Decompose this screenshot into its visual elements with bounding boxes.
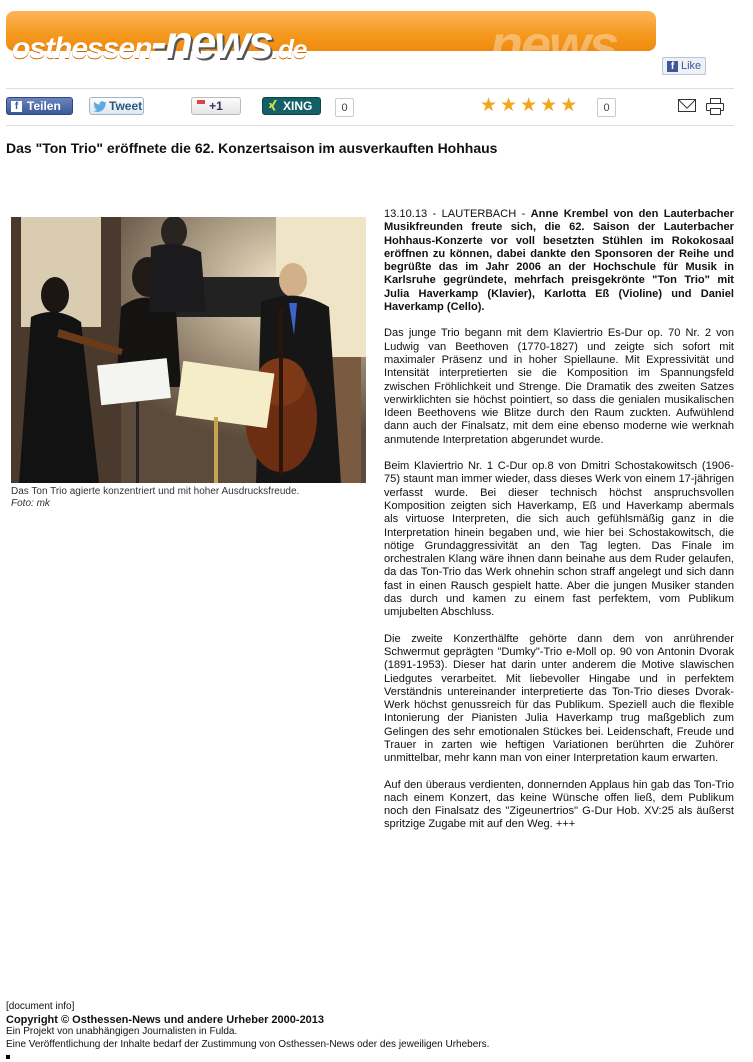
- star-icon[interactable]: ★: [480, 95, 498, 116]
- caption-text: Das Ton Trio agierte konzentriert und mit hoher Ausdrucksfreude.: [11, 486, 300, 497]
- facebook-icon: f: [11, 101, 22, 112]
- star-icon[interactable]: ★: [520, 95, 538, 116]
- logo-domain: .de: [271, 34, 307, 64]
- google-plus-button[interactable]: [191, 97, 241, 115]
- facebook-icon: f: [667, 61, 678, 72]
- print-icon[interactable]: [706, 98, 724, 114]
- article-title: Das "Ton Trio" eröffnete die 62. Konzertsaison im ausverkauften Hohhaus: [6, 140, 498, 156]
- star-icon[interactable]: ★: [540, 95, 558, 116]
- document-info-link[interactable]: [document info]: [6, 1001, 75, 1012]
- google-plus-label: +1: [209, 99, 223, 113]
- google-plus-icon: [197, 100, 205, 104]
- share-toolbar: [6, 88, 734, 126]
- xing-share-button[interactable]: [262, 97, 321, 115]
- photo-caption: [11, 486, 366, 510]
- xing-count: 0: [335, 98, 354, 117]
- tracking-pixel: [6, 1055, 10, 1059]
- tweet-label: Tweet: [109, 99, 143, 113]
- footer-line: Eine Veröffentlichung der Inhalte bedarf der Zustimmung von Osthessen-News oder des jeweiligen Urhebers.: [6, 1038, 490, 1050]
- article-body: [384, 208, 734, 845]
- logo-osthessen: osthessen: [12, 32, 152, 65]
- page-footer: [6, 1001, 489, 1051]
- facebook-like-button[interactable]: [662, 57, 706, 75]
- star-icon[interactable]: ★: [500, 95, 518, 116]
- article-paragraph: Die zweite Konzerthälfte gehörte dann dem von anrührender Schwermut geprägten "Dumky"-Trio e-Moll op. 90 von Antonin Dvorak (1891-1953). Dieser hat darin unter anderem die Motive slawischen Liedgutes verarbeitet. Mit liebevoller Hingabe und in perfektem Verständnis untereinander interpretierte das Ton-Trio dieses Dvorak-Werk höchst genussreich für das Publikum. Speziell auch die flexible Intonierung der Pianisten Julia Haverkamp trug maßgeblich zum Gelingen des sehr emotionalen Stückes bei. Leidenschaft, Freude und Trauer in zarten wie heftigen Variationen berührten die Zuhörer unmittelbar, mehr kann man von einer Interpretation kaum erwarten.: [384, 632, 734, 765]
- photo-credit: Foto: mk: [11, 498, 50, 509]
- rating-count: 0: [597, 98, 616, 117]
- article-lead-text: Anne Krembel von den Lauterbacher Musikfreunden freute sich, die 62. Saison der Lauterbacher Hohhaus-Konzerte vor voll besetzten Stühlen im Rokokosaal eröffnen zu können, dabei dankte den Sponsoren der Reihe und begrüßte das im Jahr 2006 an der Hochschule für Musik in Karlsruhe gegründete, mehrfach preisgekrönte "Ton Trio" mit Julia Haverkamp (Klavier), Karlotta Eß (Violine) und Daniel Haverkamp (Cello).: [384, 208, 734, 314]
- banner-watermark: news: [490, 15, 618, 75]
- facebook-share-button[interactable]: [6, 97, 73, 115]
- article-dateline: 13.10.13 - LAUTERBACH -: [384, 208, 531, 220]
- site-logo[interactable]: [12, 15, 306, 69]
- rating-stars[interactable]: [480, 97, 577, 115]
- xing-icon: [268, 100, 279, 113]
- email-icon[interactable]: [678, 99, 696, 112]
- facebook-like-label: Like: [681, 60, 702, 72]
- star-icon[interactable]: ★: [560, 95, 578, 116]
- facebook-share-label: Teilen: [27, 99, 61, 113]
- logo-news: -news: [151, 16, 272, 68]
- xing-label: XING: [283, 99, 313, 113]
- tweet-button[interactable]: [89, 97, 144, 115]
- article-paragraph: Das junge Trio begann mit dem Klaviertrio Es-Dur op. 70 Nr. 2 von Ludwig van Beethoven (1770-1827) und zeigte sich sofort mit maximaler Präsenz und in hoher Spiellaune. Mit Expressivität und Intensität interpretierten sie die Komposition im Spannungsfeld zwischen Fröhlichkeit und Strenge. Die Dramatik des zweiten Satzes verwirklichten sie höchst pointiert, so dass die genialen musikalischen Ideen Beethovens wie Blitze durch den Raum zuckten. Aufwühlend dann auch der Finalsatz, mit dem eine ebenso moderne wie werknah anmutende Interpretation abgerundet wurde.: [384, 327, 734, 446]
- article-paragraph: Beim Klaviertrio Nr. 1 C-Dur op.8 von Dmitri Schostakowitsch (1906-75) staunt man immer wieder, dass dieses Werk von einem 17-jährigen verfasst wurde. Bei dieser technisch höchst anspruchsvollen Komposition zeigten sich Haverkamp, Eß und Haverkamp abermals als virtuose Interpreten, die sich auch gefühlsmäßig ganz in die Interpretation hinein begaben und, wie hier bei Schostakowitsch, die nötige Grundaggressivität an den Tag legten. Das Finale im orchestralen Klang wäre ihnen dann beinahe aus dem Ruder gelaufen, da das Ton-Trio das Werk ohnehin schon straff angelegt und sich dann fast in einen Rausch gespielt hatte. Aber die jungen Musiker standen das durch und kamen zu einem fast perfektem, vom Publikum umjubelten Abschluss.: [384, 460, 734, 619]
- copyright: Copyright © Osthessen-News und andere Urheber 2000-2013: [6, 1013, 325, 1026]
- footer-line: Ein Projekt von unabhängigen Journalisten in Fulda.: [6, 1026, 238, 1037]
- article-photo: [11, 217, 366, 483]
- article-lead: [384, 208, 734, 314]
- article-paragraph: Auf den überaus verdienten, donnernden Applaus hin gab das Ton-Trio nach einem Konzert, das keine Wünsche offen ließ, dem Publikum noch den Finalsatz des "Zigeunertrios" G-Dur Hob. XV:25 als äußerst spritzige Zugabe mit auf den Weg. +++: [384, 778, 734, 831]
- twitter-bird-icon: [93, 101, 107, 112]
